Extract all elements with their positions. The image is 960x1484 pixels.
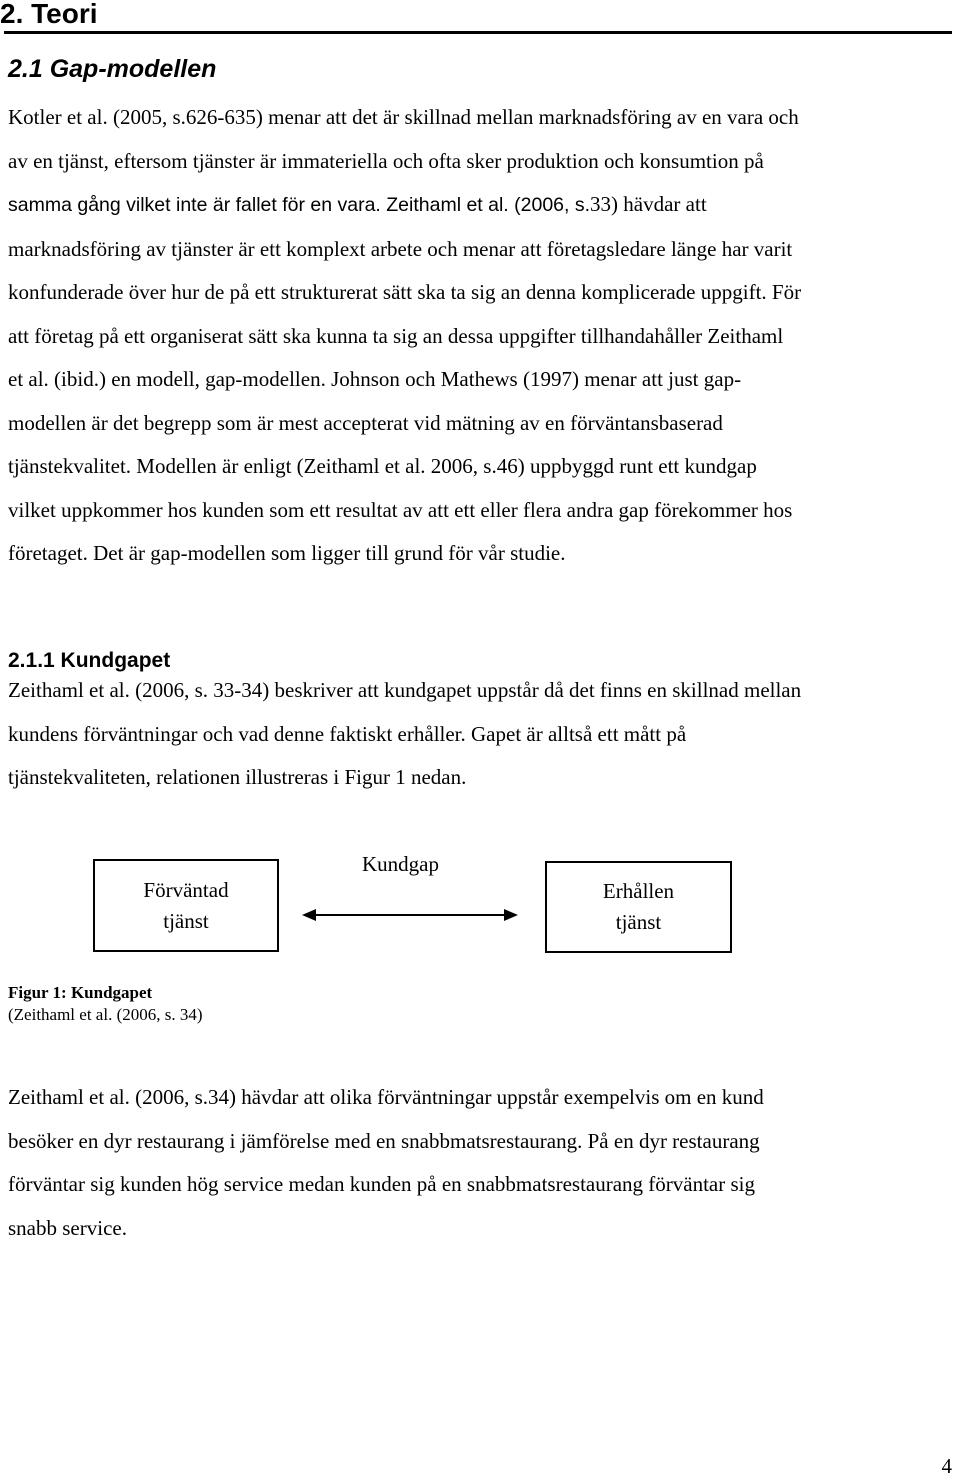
section-heading: 2.1 Gap-modellen bbox=[8, 55, 217, 83]
expected-service-box bbox=[93, 859, 279, 952]
paragraph-line: Kotler et al. (2005, s.626-635) menar att det är skillnad mellan marknadsföring av en vara och bbox=[8, 105, 799, 129]
paragraph-line: modellen är det begrepp som är mest accepterat vid mätning av en förväntansbaserad bbox=[8, 410, 723, 435]
paragraph-line-sans-part: samma gång vilket inte är fallet för en vara. Zeithaml et al. (2006, s. bbox=[8, 194, 591, 216]
expected-service-label-line2: tjänst bbox=[163, 908, 209, 933]
paragraph-line: Zeithaml et al. (2006, s. 33-34) beskriver att kundgapet uppstår då det finns en skillnad mellan bbox=[8, 678, 802, 702]
paragraph-line: Zeithaml et al. (2006, s.34) hävdar att olika förväntningar uppstår exempelvis om en kund bbox=[8, 1085, 764, 1109]
figure-caption bbox=[8, 982, 203, 1026]
paragraph-restaurant bbox=[8, 1076, 960, 1250]
paragraph-line: kundens förväntningar och vad denne faktiskt erhåller. Gapet är alltså ett mått på bbox=[8, 721, 687, 746]
chapter-heading: 2. Teori bbox=[0, 0, 98, 29]
paragraph-intro bbox=[8, 96, 960, 576]
figure-caption-source: (Zeithaml et al. (2006, s. 34) bbox=[8, 1005, 203, 1024]
figure-caption-title: Figur 1: Kundgapet bbox=[8, 983, 153, 1002]
paragraph-line: företaget. Det är gap-modellen som ligger till grund för vår studie. bbox=[8, 541, 566, 565]
heading-divider bbox=[4, 31, 952, 34]
received-service-label-line1: Erhållen bbox=[602, 879, 675, 903]
customer-gap-label: Kundgap bbox=[362, 852, 439, 876]
received-service-label-line2: tjänst bbox=[615, 910, 662, 934]
paragraph-kundgap bbox=[8, 669, 960, 800]
page-number: 4 bbox=[941, 1454, 952, 1478]
paragraph-line: marknadsföring av tjänster är ett komplext arbete och menar att företagsledare länge har varit bbox=[8, 236, 793, 261]
paragraph-line: att företag på ett organiserat sätt ska kunna ta sig an dessa uppgifter tillhandahåller Zeithaml bbox=[8, 323, 784, 348]
subsection-heading: 2.1.1 Kundgapet bbox=[8, 649, 171, 672]
paragraph-line: et al. (ibid.) en modell, gap-modellen. Johnson och Mathews (1997) menar att just gap- bbox=[8, 367, 742, 391]
paragraph-line: av en tjänst, eftersom tjänster är immateriella och ofta sker produktion och konsumtion på bbox=[8, 148, 764, 173]
expected-service-label-line1: Förväntad bbox=[143, 877, 229, 902]
paragraph-line: besöker en dyr restaurang i jämförelse med en snabbmatsrestaurang. På en dyr restaurang bbox=[8, 1128, 760, 1153]
paragraph-line bbox=[8, 183, 960, 228]
paragraph-line: tjänstekvaliteten, relationen illustreras i Figur 1 nedan. bbox=[8, 765, 467, 789]
paragraph-line: tjänstekvalitet. Modellen är enligt (Zeithaml et al. 2006, s.46) uppbyggd runt ett kundgap bbox=[8, 454, 757, 478]
paragraph-line-serif-part: 33) hävdar att bbox=[590, 192, 707, 216]
paragraph-line: förväntar sig kunden hög service medan kunden på en snabbmatsrestaurang förväntar sig bbox=[8, 1172, 756, 1196]
paragraph-line: konfunderade över hur de på ett strukturerat sätt ska ta sig an denna komplicerade uppgift. För bbox=[8, 280, 802, 304]
double-arrow-icon bbox=[300, 906, 520, 924]
paragraph-line: snabb service. bbox=[8, 1215, 127, 1240]
paragraph-line: vilket uppkommer hos kunden som ett resultat av att ett eller flera andra gap förekommer hos bbox=[8, 497, 793, 522]
received-service-box bbox=[545, 861, 732, 953]
